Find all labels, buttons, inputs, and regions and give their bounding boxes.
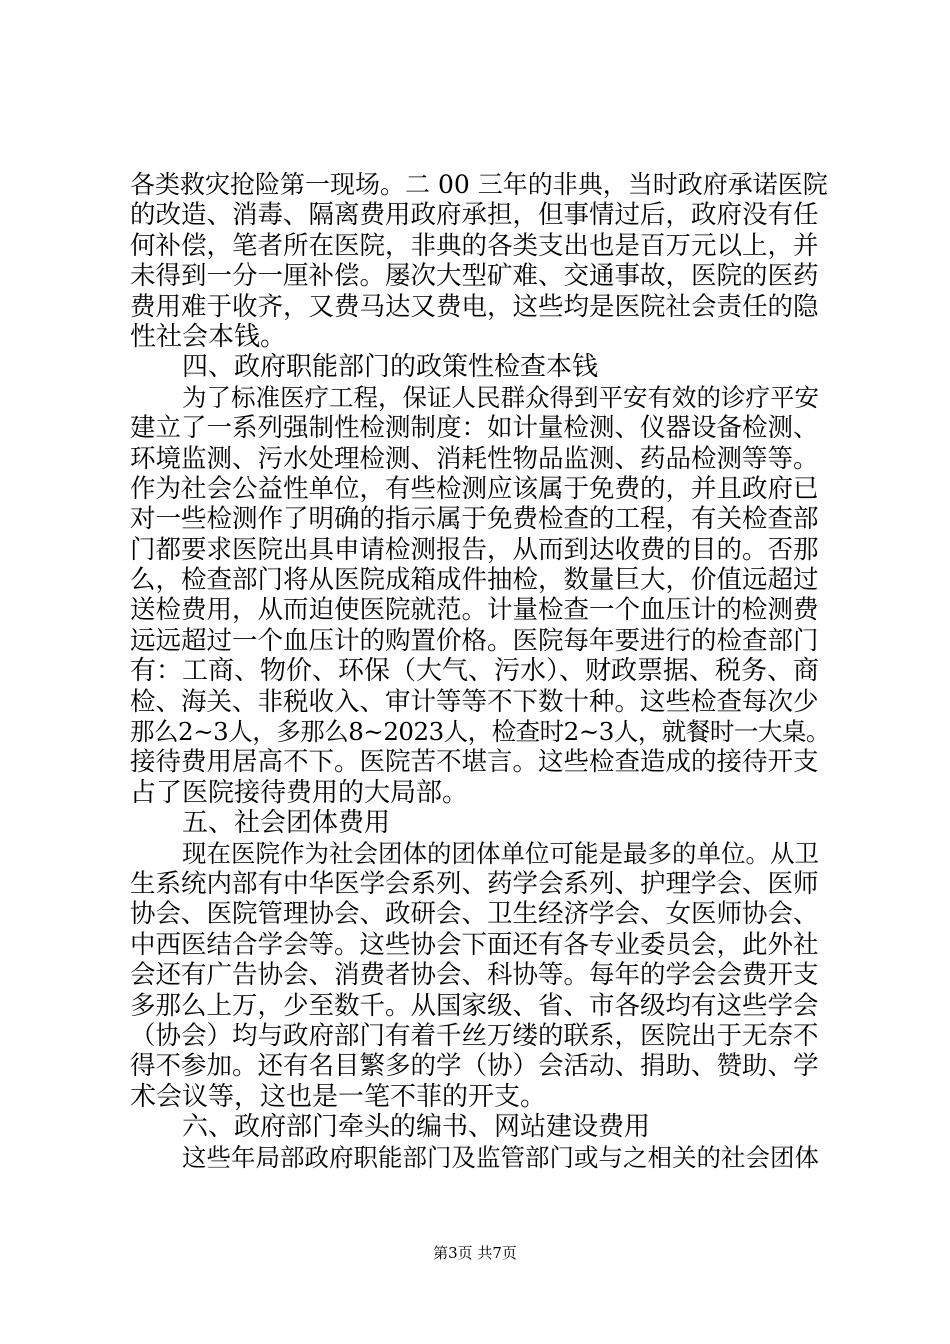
text-line: 得不参加。还有名目繁多的学（协）会活动、捐助、赞助、学 (130, 1051, 819, 1082)
text-line: 为了标准医疗工程，保证人民群众得到平安有效的诊疗平安 (182, 382, 819, 412)
document-body (130, 170, 830, 1173)
page-number: 第3页 共7页 (433, 1244, 517, 1262)
text-line: 那么2~3人，多那么8~2023人，检查时2~3人，就餐时一大桌。 (130, 717, 830, 747)
text-line: 何补偿，笔者所在医院，非典的各类支出也是百万元以上，并 (130, 230, 819, 261)
text-line: 远远超过一个血压计的购置价格。医院每年要进行的检查部门 (130, 625, 819, 656)
text-line: 占了医院接待费用的大局部。 (130, 777, 469, 808)
text-line: 中西医结合学会等。这些协会下面还有各专业委员会，此外社 (130, 929, 819, 960)
text-line: 未得到一分一厘补偿。屡次大型矿难、交通事故，医院的医药 (130, 261, 819, 292)
text-line: 建立了一系列强制性检测制度：如计量检测、仪器设备检测、 (130, 413, 819, 444)
text-line: 门都要求医院出具申请检测报告，从而到达收费的目的。否那 (130, 534, 819, 565)
section-heading: 六、政府部门牵头的编书、网站建设费用 (182, 1112, 651, 1143)
text-line: 会还有广告协会、消费者协会、科协等。每年的学会会费开支 (130, 960, 819, 991)
text-line: 性社会本钱。 (130, 321, 287, 352)
text-line: 送检费用，从而迫使医院就范。计量检查一个血压计的检测费 (130, 595, 819, 626)
section-heading: 四、政府职能部门的政策性检查本钱 (182, 352, 599, 383)
text-line: 协会、医院管理协会、政研会、卫生经济学会、女医师协会、 (130, 899, 819, 930)
text-line: 生系统内部有中华医学会系列、药学会系列、护理学会、医师 (130, 868, 819, 899)
text-line: 这些年局部政府职能部门及监管部门或与之相关的社会团体 (182, 1142, 819, 1172)
text-line: 费用难于收齐，又费马达又费电，这些均是医院社会责任的隐 (130, 291, 819, 322)
text-line: （协会）均与政府部门有着千丝万缕的联系，医院出于无奈不 (130, 1020, 819, 1051)
text-line: 有：工商、物价、环保（大气、污水）、财政票据、税务、商 (130, 656, 820, 687)
text-line: 各类救灾抢险第一现场。二 00 三年的非典，当时政府承诺医院 (130, 170, 828, 199)
text-line: 术会议等，这也是一笔不菲的开支。 (130, 1081, 547, 1112)
section-heading: 五、社会团体费用 (182, 808, 391, 839)
text-line: 环境监测、污水处理检测、消耗性物品监测、药品检测等等。 (130, 443, 819, 474)
text-line: 么，检查部门将从医院成箱成件抽检，数量巨大，价值远超过 (130, 565, 819, 596)
text-line: 多那么上万，少至数千。从国家级、省、市各级均有这些学会 (130, 990, 819, 1021)
text-line: 对一些检测作了明确的指示属于免费检查的工程，有关检查部 (130, 504, 819, 535)
text-line: 检、海关、非税收入、审计等等不下数十种。这些检查每次少 (130, 686, 819, 717)
text-line: 作为社会公益性单位，有些检测应该属于免费的，并且政府已 (130, 473, 819, 504)
text-line: 接待费用居高不下。医院苦不堪言。这些检查造成的接待开支 (130, 747, 819, 778)
text-line: 现在医院作为社会团体的团体单位可能是最多的单位。从卫 (182, 838, 819, 868)
text-line: 的改造、消毒、隔离费用政府承担，但事情过后，政府没有任 (130, 200, 819, 231)
